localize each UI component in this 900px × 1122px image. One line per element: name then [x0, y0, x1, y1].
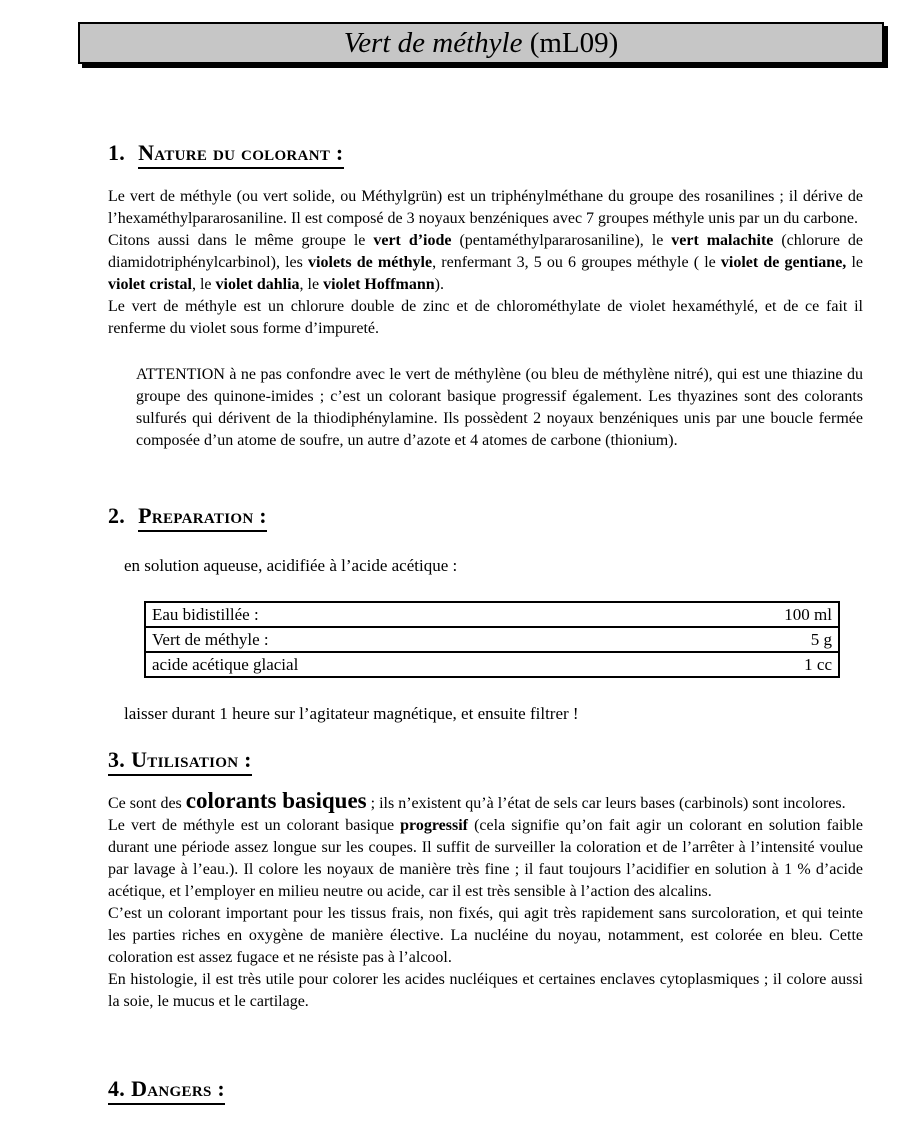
text-run: , le [191, 276, 216, 293]
ingredient-label: Eau bidistillée : [152, 605, 259, 624]
section-3-title: Utilisation : [131, 747, 252, 772]
paragraph-utilisation-4: En histologie, il est très utile pour colorer les acides nucléiques et certaines enclaves cytoplasmiques ; il colore aussi la soie, le mucus et le cartilage. [108, 971, 863, 1010]
text-run: Le vert de méthyle est un colorant basique [108, 817, 401, 834]
text-run-bold: vert malachite [671, 232, 774, 249]
text-run-bold: violet dahlia [215, 276, 300, 293]
text-run: Ce sont des [108, 795, 186, 812]
paragraph-utilisation-3: C’est un colorant important pour les tissus frais, non fixés, qui agit très rapidement sans surcoloration, et qui teinte les parties riches en oxygène de manière élective. La nucléine du noyau, notamment, est colorée en bleu. Cette coloration est assez fugace et ne résiste pas à l’alcool. [108, 905, 863, 966]
section-2-heading [108, 503, 267, 532]
table-row [146, 653, 838, 676]
table-row [146, 628, 838, 653]
text-run: , le [299, 276, 324, 293]
section-2-title: Preparation : [138, 503, 267, 532]
text-run: (chlorure de diamidotriphénylcarbinol), les [108, 232, 863, 271]
ingredient-label: acide acétique glacial [152, 655, 299, 674]
text-run-bold: vert d’iode [373, 232, 452, 249]
section-4-title: Dangers : [131, 1076, 226, 1101]
section-2-number: 2. [108, 503, 126, 528]
ingredient-value: 100 ml [784, 605, 832, 624]
table-row [146, 603, 838, 628]
text-run: (pentaméthylpararosaniline), le [451, 232, 672, 249]
section-4-title-underlined [108, 1076, 225, 1105]
paragraph-nature-3: Le vert de méthyle est un chlorure double de zinc et de chlorométhylate de violet hexaméthylé, et de ce fait il renferme du violet sous forme d’impureté. [108, 298, 863, 337]
document-title [344, 24, 619, 62]
section-1-title: Nature du colorant : [138, 140, 343, 169]
text-run-bold: violet Hoffmann [323, 276, 435, 293]
text-run: ; ils n’existent qu’à l’état de sels car leurs bases (carbinols) sont incolores. [366, 795, 846, 812]
section-4-number: 4. [108, 1076, 126, 1101]
section-1-heading [108, 140, 344, 169]
text-run-bold: violet de gentiane, [720, 254, 847, 271]
section-4-heading [108, 1076, 225, 1105]
section-3-number: 3. [108, 747, 126, 772]
document-title-code: (mL09) [522, 27, 619, 59]
text-run-bold: violet cristal [108, 276, 192, 293]
section-1-body [108, 186, 863, 340]
document-title-box [78, 22, 884, 64]
section-3-heading [108, 747, 252, 776]
text-run: Citons aussi dans le même groupe le [108, 232, 374, 249]
paragraph-nature-2 [108, 230, 863, 296]
paragraph-nature-1: Le vert de méthyle (ou vert solide, ou Méthylgrün) est un triphénylméthane du groupe des rosanilines ; il dérive de l’hexaméthylpararosaniline. Il est composé de 3 noyaux benzéniques avec 7 groupes méthyle unis par un du carbone. [108, 188, 863, 227]
preparation-intro: en solution aqueuse, acidifiée à l’acide acétique : [124, 556, 458, 575]
section-3-body [108, 790, 863, 1013]
text-run: , renfermant 3, 5 ou 6 groupes méthyle ( le [432, 254, 721, 271]
paragraph-attention: ATTENTION à ne pas confondre avec le vert de méthylène (ou bleu de méthylène nitré), qui est une thiazine du groupe des quinone-imides ; c’est un colorant basique progressif également. Les thyazines sont des colorants sulfurés qui dérivent de la thiodiphénylamine. Ils possèdent 2 noyaux benzéniques unis par une boucle fermée composée d’un atome de soufre, un autre d’azote et 4 atomes de carbone (thionium). [136, 366, 863, 449]
recipe-table [144, 601, 840, 678]
ingredient-label: Vert de méthyle : [152, 630, 269, 649]
text-run: le [846, 254, 864, 271]
preparation-note: laisser durant 1 heure sur l’agitateur magnétique, et ensuite filtrer ! [124, 704, 579, 723]
text-run: (cela signifie qu’on fait agir un colorant en solution faible durant une période assez longue sur les coupes. Il suffit de surveiller la coloration et de l’arrêter à l’intensité voulue par lavage à l’eau.). Il colore les noyaux de manière très fine ; il faut toujours l’acidifier en solution à 1 % d’acide acétique, et l’employer en milieu neutre ou acide, car il est très sensible à l’action des alcalins. [108, 817, 863, 900]
attention-note [136, 364, 863, 452]
text-run-bold: violets de méthyle [308, 254, 433, 271]
ingredient-value: 5 g [810, 630, 832, 649]
text-run: ). [434, 276, 444, 293]
section-1-number: 1. [108, 140, 126, 165]
paragraph-utilisation-2 [108, 815, 863, 903]
document-title-name: Vert de méthyle [343, 27, 523, 59]
ingredient-value: 1 cc [804, 655, 832, 674]
text-run-bold: progressif [400, 817, 469, 834]
text-run-big-bold: colorants basiques [185, 788, 367, 813]
section-3-title-underlined [108, 747, 252, 776]
paragraph-utilisation-1 [108, 790, 863, 815]
